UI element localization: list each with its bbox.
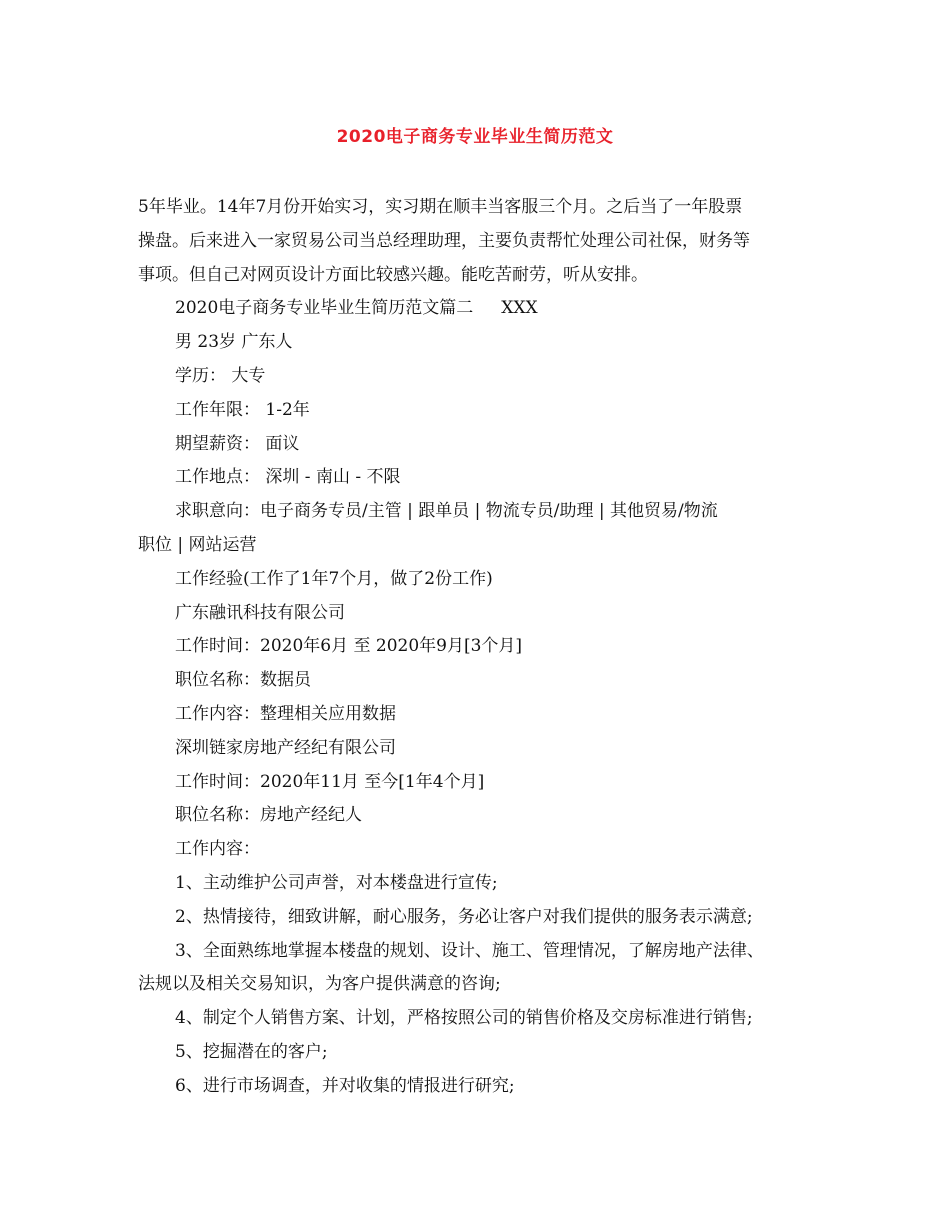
- intro-line: 事项。但自己对网页设计方面比较感兴趣。能吃苦耐劳，听从安排。: [138, 264, 648, 285]
- document-title: 2020电子商务专业毕业生简历范文: [336, 127, 614, 147]
- document-body: [138, 191, 818, 1104]
- candidate-name: XXX: [501, 298, 538, 319]
- duty-item-line: 4、制定个人销售方案、计划，严格按照公司的销售价格及交房标准进行销售;: [175, 1008, 753, 1029]
- experience-line: 职位名称：房地产经纪人: [175, 805, 362, 826]
- duty-item-continuation: 法规以及相关交易知识，为客户提供满意的咨询;: [138, 974, 501, 995]
- profile-line: 工作地点： 深圳 - 南山 - 不限: [175, 467, 401, 488]
- duty-item-line: 3、全面熟练地掌握本楼盘的规划、设计、施工、管理情况，了解房地产法律、: [175, 940, 764, 961]
- experience-line: 工作时间：2020年6月 至 2020年9月[3个月]: [175, 636, 523, 657]
- intro-line: 操盘。后来进入一家贸易公司当总经理助理，主要负责帮忙处理公司社保，财务等: [138, 230, 750, 251]
- experience-line: 工作内容：整理相关应用数据: [175, 703, 396, 724]
- experience-line: 职位名称：数据员: [175, 670, 311, 691]
- profile-line: 学历： 大专: [175, 365, 266, 386]
- experience-line: 广东融讯科技有限公司: [175, 602, 345, 623]
- job-intent-continuation: 职位 | 网站运营: [138, 534, 257, 555]
- intro-line: 5年毕业。14年7月份开始实习，实习期在顺丰当客服三个月。之后当了一年股票: [138, 197, 743, 217]
- experience-line: 1、主动维护公司声誉，对本楼盘进行宣传;: [175, 872, 498, 893]
- section-heading: 2020电子商务专业毕业生简历范文篇二: [175, 298, 474, 319]
- job-intent-line: 求职意向：电子商务专员/主管 | 跟单员 | 物流专员/助理 | 其他贸易/物流: [175, 501, 718, 522]
- experience-line: 深圳链家房地产经纪有限公司: [175, 737, 396, 758]
- profile-line: 男 23岁 广东人: [175, 332, 293, 353]
- experience-line: 2、热情接待，细致讲解，耐心服务，务必让客户对我们提供的服务表示满意;: [175, 906, 753, 927]
- profile-line: 工作年限： 1-2年: [175, 399, 310, 420]
- duty-item-line: 5、挖掘潜在的客户;: [175, 1041, 328, 1062]
- experience-line: 工作时间：2020年11月 至今[1年4个月]: [175, 771, 485, 792]
- duty-item-line: 6、进行市场调查，并对收集的情报进行研究;: [175, 1075, 515, 1096]
- profile-line: 期望薪资： 面议: [175, 433, 300, 454]
- experience-line: 工作内容：: [175, 839, 260, 860]
- experience-line: 工作经验(工作了1年7个月，做了2份工作): [175, 568, 493, 589]
- section-heading-line: [138, 292, 818, 326]
